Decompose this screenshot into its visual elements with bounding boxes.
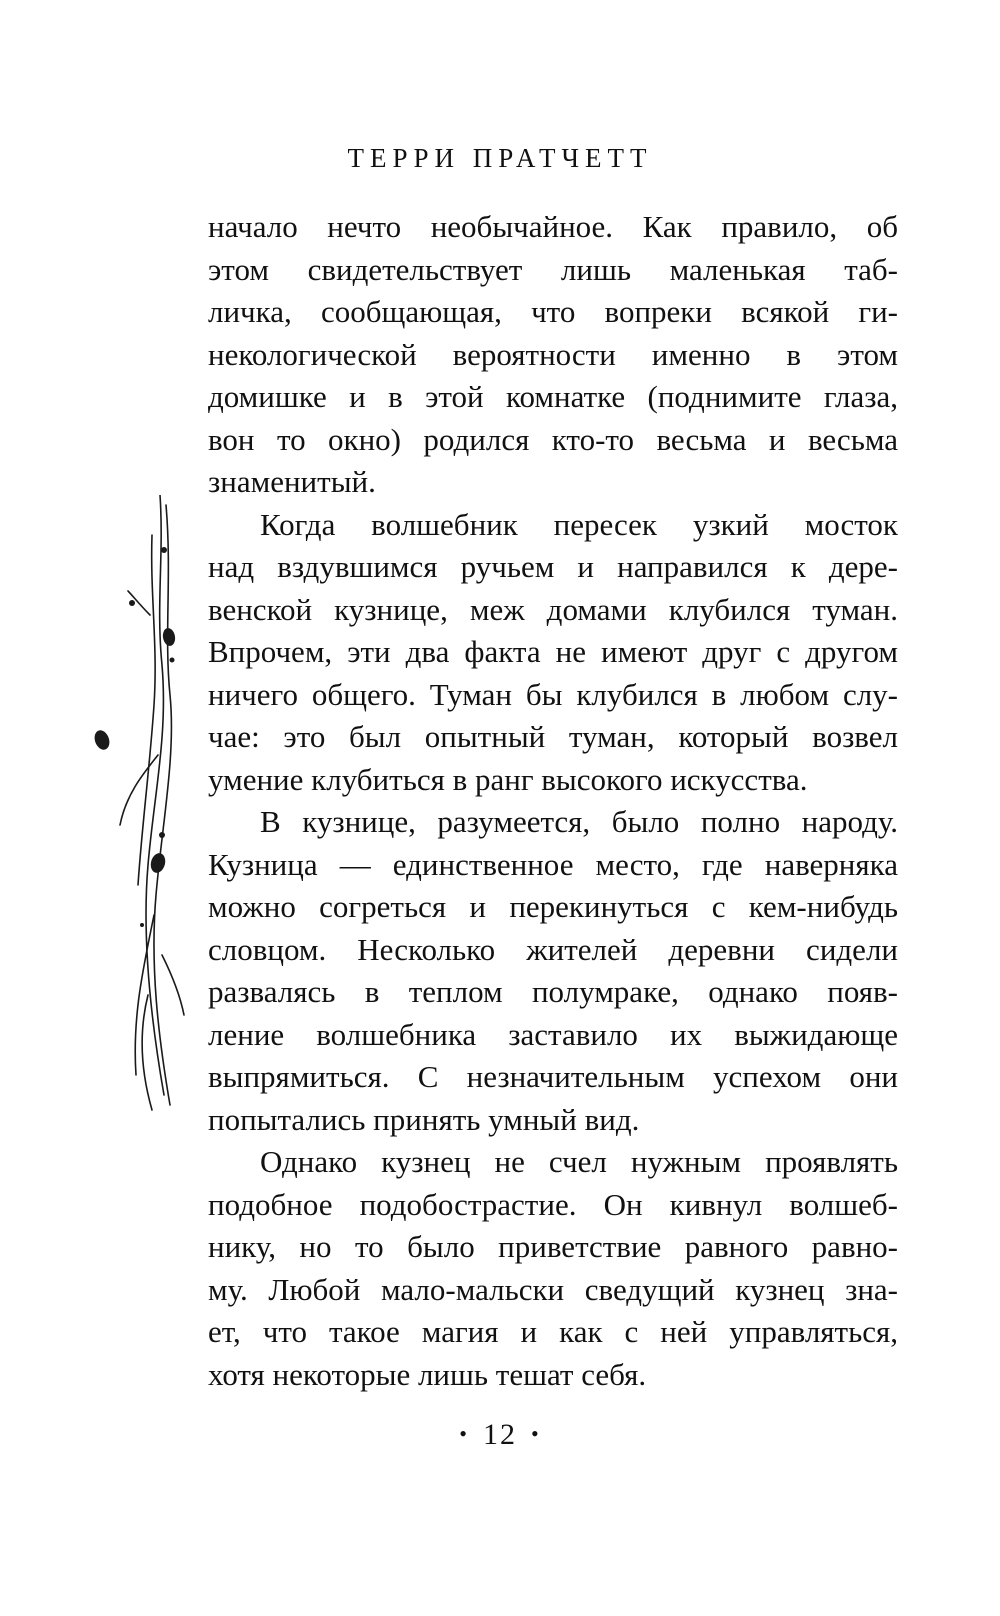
text-line: домишке и в этой комнатке (поднимите глаза, [208, 379, 898, 414]
text-line: нику, но то было приветствие равного равно- [208, 1229, 898, 1264]
text-line: умение клубиться в ранг высокого искусства. [208, 761, 808, 797]
bullet-left: • [459, 1421, 469, 1446]
paragraph-1 [208, 206, 898, 504]
paragraph-3 [208, 801, 898, 1141]
text-line: над вздувшимся ручьем и направился к дере- [208, 549, 898, 584]
text-line: можно согреться и перекинуться с кем-нибудь [208, 889, 898, 924]
text-line: словцом. Несколько жителей деревни сидели [208, 931, 898, 967]
text-line: развалясь в теплом полумраке, однако появ- [208, 974, 898, 1009]
text-line: выпрямиться. С незначительным успехом они [208, 1059, 898, 1094]
text-line: В кузнице, разумеется, было полно народу. [260, 804, 898, 839]
body-text [208, 206, 898, 1396]
text-line: Кузница — единственное место, где наверняка [208, 846, 898, 882]
bullet-right: • [531, 1421, 541, 1446]
text-line: Когда волшебник пересек узкий мосток [260, 506, 898, 542]
vine-illustration [92, 495, 202, 1115]
paragraph-2 [208, 504, 898, 802]
text-line: этом свидетельствует лишь маленькая таб- [208, 251, 898, 287]
text-line: подобное подобострастие. Он кивнул волшеб- [208, 1186, 898, 1222]
page-number-value: 12 [483, 1418, 517, 1451]
text-line: ет, что такое магия и как с ней управляться, [208, 1314, 898, 1349]
text-line: му. Любой мало-мальски сведущий кузнец зна- [208, 1271, 898, 1307]
text-line: личка, сообщающая, что вопреки всякой ги- [208, 294, 898, 329]
running-head: ТЕРРИ ПРАТЧЕТТ [347, 143, 653, 173]
page-number [0, 1418, 1000, 1452]
text-line: вон то окно) родился кто-то весьма и весьма [208, 421, 898, 457]
text-line: знаменитый. [208, 464, 376, 499]
text-line: некологической вероятности именно в этом [208, 336, 898, 372]
text-line: хотя некоторые лишь тешат себя. [208, 1356, 647, 1392]
text-line: чае: это был опытный туман, который возвел [208, 719, 898, 754]
text-line: венской кузнице, меж домами клубился туман. [208, 591, 898, 627]
text-line: ление волшебника заставило их выжидающе [208, 1016, 898, 1052]
paragraph-4 [208, 1141, 898, 1396]
text-line: начало нечто необычайное. Как правило, об [208, 209, 898, 244]
text-line: попытались принять умный вид. [208, 1101, 640, 1137]
text-line: Однако кузнец не счел нужным проявлять [260, 1144, 898, 1179]
text-line: Впрочем, эти два факта не имеют друг с другом [208, 634, 898, 669]
text-line: ничего общего. Туман бы клубился в любом слу- [208, 676, 898, 712]
